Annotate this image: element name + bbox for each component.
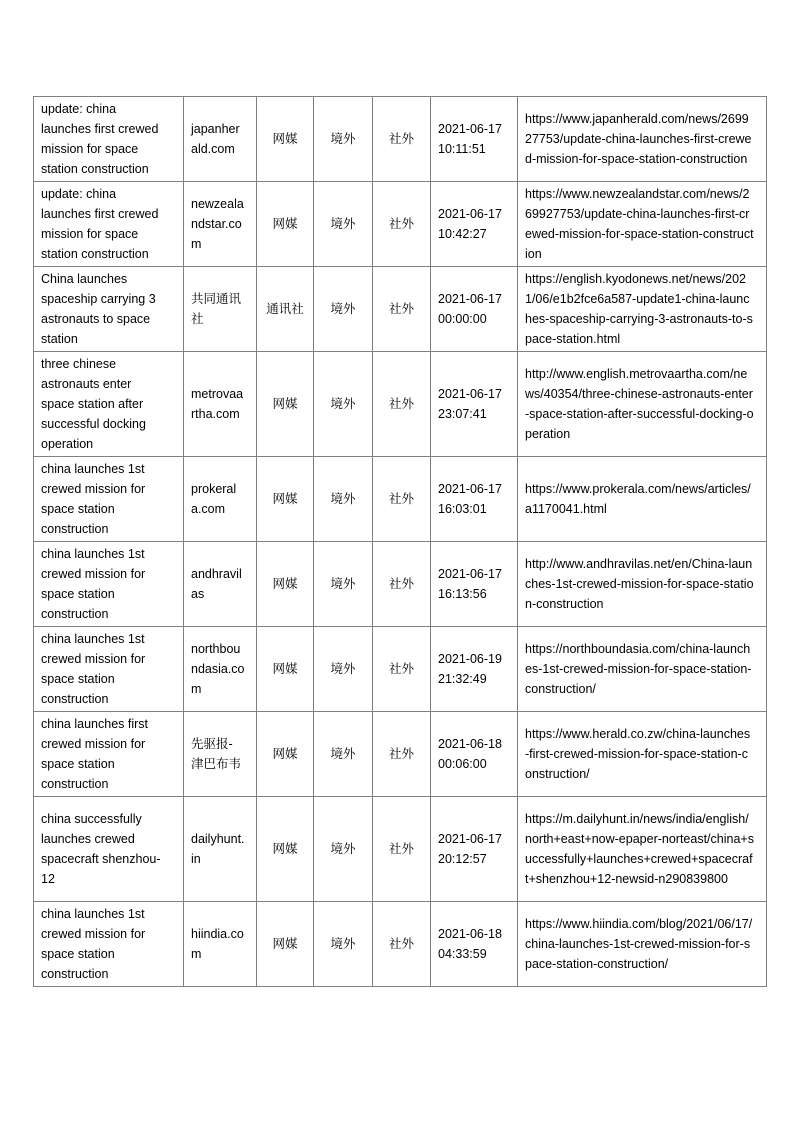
news-articles-table [33,96,767,987]
scope-cell: 社外 [373,97,431,182]
publish-time-cell: 2021-06-17 10:11:51 [431,97,518,182]
region-cell: 境外 [314,797,373,902]
table-row [34,712,767,797]
source-cell: andhravilas [184,542,257,627]
region-cell: 境外 [314,267,373,352]
article-title-cell: China launches spaceship carrying 3 astronauts to space station [34,267,184,352]
source-cell: 先驱报-津巴布韦 [184,712,257,797]
source-cell: 共同通讯社 [184,267,257,352]
article-title-cell: three chinese astronauts enter space station after successful docking operation [34,352,184,457]
table-row [34,267,767,352]
url-cell: https://www.hiindia.com/blog/2021/06/17/china-launches-1st-crewed-mission-for-space-station-construction/ [518,902,767,987]
url-cell: https://www.prokerala.com/news/articles/a1170041.html [518,457,767,542]
article-title-cell: update: china launches first crewed mission for space station construction [34,97,184,182]
url-cell: https://www.herald.co.zw/china-launches-first-crewed-mission-for-space-station-construction/ [518,712,767,797]
media-type-cell: 网媒 [257,457,314,542]
table-row [34,182,767,267]
source-cell: newzealandstar.com [184,182,257,267]
table-row [34,457,767,542]
media-type-cell: 网媒 [257,97,314,182]
source-cell: dailyhunt.in [184,797,257,902]
region-cell: 境外 [314,542,373,627]
source-cell: prokerala.com [184,457,257,542]
article-title-cell: china launches 1st crewed mission for space station construction [34,627,184,712]
publish-time-cell: 2021-06-18 00:06:00 [431,712,518,797]
publish-time-cell: 2021-06-17 23:07:41 [431,352,518,457]
region-cell: 境外 [314,902,373,987]
scope-cell: 社外 [373,542,431,627]
publish-time-cell: 2021-06-19 21:32:49 [431,627,518,712]
table-row [34,797,767,902]
region-cell: 境外 [314,712,373,797]
table-row [34,627,767,712]
article-title-cell: update: china launches first crewed mission for space station construction [34,182,184,267]
scope-cell: 社外 [373,797,431,902]
media-type-cell: 网媒 [257,712,314,797]
media-type-cell: 网媒 [257,797,314,902]
region-cell: 境外 [314,627,373,712]
scope-cell: 社外 [373,352,431,457]
scope-cell: 社外 [373,182,431,267]
media-type-cell: 网媒 [257,352,314,457]
url-cell: http://www.andhravilas.net/en/China-launches-1st-crewed-mission-for-space-station-construction [518,542,767,627]
scope-cell: 社外 [373,902,431,987]
scope-cell: 社外 [373,627,431,712]
url-cell: https://northboundasia.com/china-launches-1st-crewed-mission-for-space-station-construction/ [518,627,767,712]
url-cell: https://english.kyodonews.net/news/2021/06/e1b2fce6a587-update1-china-launches-spaceship-carrying-3-astronauts-to-space-station.html [518,267,767,352]
region-cell: 境外 [314,182,373,267]
article-title-cell: china launches 1st crewed mission for space station construction [34,457,184,542]
publish-time-cell: 2021-06-17 16:13:56 [431,542,518,627]
url-cell: https://www.japanherald.com/news/269927753/update-china-launches-first-crewed-mission-for-space-station-construction [518,97,767,182]
media-type-cell: 网媒 [257,542,314,627]
table-row [34,542,767,627]
publish-time-cell: 2021-06-17 10:42:27 [431,182,518,267]
scope-cell: 社外 [373,712,431,797]
article-title-cell: china launches first crewed mission for space station construction [34,712,184,797]
url-cell: https://www.newzealandstar.com/news/269927753/update-china-launches-first-crewed-mission-for-space-station-construction [518,182,767,267]
publish-time-cell: 2021-06-17 00:00:00 [431,267,518,352]
source-cell: metrovaartha.com [184,352,257,457]
region-cell: 境外 [314,352,373,457]
media-type-cell: 网媒 [257,902,314,987]
news-table-body [34,97,767,987]
url-cell: http://www.english.metrovaartha.com/news/40354/three-chinese-astronauts-enter-space-station-after-successful-docking-operation [518,352,767,457]
article-title-cell: china successfully launches crewed spacecraft shenzhou-12 [34,797,184,902]
publish-time-cell: 2021-06-17 16:03:01 [431,457,518,542]
source-cell: northboundasia.com [184,627,257,712]
region-cell: 境外 [314,457,373,542]
region-cell: 境外 [314,97,373,182]
scope-cell: 社外 [373,267,431,352]
article-title-cell: china launches 1st crewed mission for space station construction [34,902,184,987]
source-cell: hiindia.com [184,902,257,987]
media-type-cell: 网媒 [257,627,314,712]
url-cell: https://m.dailyhunt.in/news/india/english/north+east+now-epaper-norteast/china+successfully+launches+crewed+spacecraft+shenzhou+12-newsid-n290839800 [518,797,767,902]
scope-cell: 社外 [373,457,431,542]
table-row [34,97,767,182]
media-type-cell: 网媒 [257,182,314,267]
media-type-cell: 通讯社 [257,267,314,352]
article-title-cell: china launches 1st crewed mission for space station construction [34,542,184,627]
source-cell: japanherald.com [184,97,257,182]
table-row [34,902,767,987]
publish-time-cell: 2021-06-18 04:33:59 [431,902,518,987]
table-row [34,352,767,457]
publish-time-cell: 2021-06-17 20:12:57 [431,797,518,902]
